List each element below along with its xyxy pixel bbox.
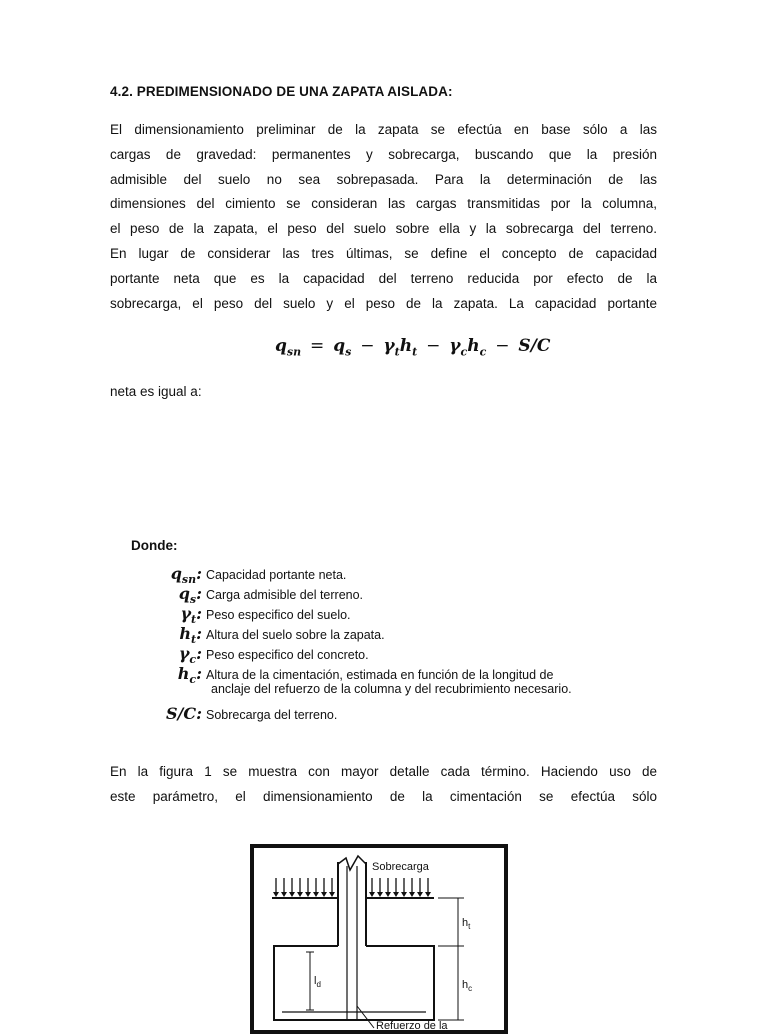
donde-title: Donde: — [131, 538, 178, 553]
label-hc: $h_c$ — [462, 979, 473, 993]
label-ld: $l_d$ — [314, 975, 321, 989]
formula-term: $q_s$ — [333, 336, 352, 359]
label-sobrecarga: Sobrecarga — [372, 861, 429, 873]
definition-item: S/C: Sobrecarga del terreno. — [165, 704, 338, 723]
paragraph-line: sobrecarga, el peso del suelo y el peso de la zapata. La capacidad portante — [110, 295, 657, 311]
minus-sign: − — [495, 336, 510, 356]
paragraph-intro — [110, 118, 657, 316]
minus-sign: − — [360, 336, 375, 356]
paragraph-line: En lugar de considerar las tres últimas, se define el concepto de capacidad — [110, 245, 657, 261]
definition-item: $q_{sn}$: Capacidad portante neta. — [170, 564, 347, 587]
neta-text: neta es igual a: — [110, 384, 202, 399]
definition-item: $q_s$: Carga admisible del terreno. — [178, 584, 364, 607]
formula-term: $\gamma_ch_c$ — [449, 336, 487, 359]
paragraph-line: En la figura 1 se muestra con mayor detalle cada término. Haciendo uso de — [110, 764, 657, 779]
label-ht: $h_t$ — [462, 917, 471, 931]
load-arrows-right — [372, 878, 428, 894]
definition-item: $\gamma_c$: Peso especifico del concreto. — [178, 644, 369, 667]
paragraph-line: dimensiones del cimiento se consideran las cargas transmitidas por la columna, — [110, 196, 657, 212]
paragraph-line: admisible del suelo no sea sobrepasada. Para la determinación de las — [110, 171, 657, 187]
formula-term: S/C — [518, 336, 551, 356]
footing-outline — [274, 946, 434, 1020]
reinforcement-leader — [357, 1006, 374, 1028]
formula-term: $\gamma_th_t$ — [383, 336, 418, 359]
formula-lhs: $q_{sn}$ — [275, 336, 302, 359]
load-arrows-left — [276, 878, 332, 894]
paragraph-line: El dimensionamiento preliminar de la zapata se efectúa en base sólo a las — [110, 122, 657, 137]
definition-item: $h_c$: Altura de la cimentación, estimada en función de la longitud de anclaje del refuerzo de la columna y del recubrimiento necesario. — [177, 664, 572, 696]
paragraph-line: este parámetro, el dimensionamiento de la cimentación se efectúa sólo — [110, 788, 657, 804]
net-capacity-formula — [275, 336, 550, 358]
footing-figure — [250, 844, 508, 1034]
paragraph-figure-ref — [110, 760, 657, 810]
paragraph-line: cargas de gravedad: permanentes y sobrecarga, buscando que la presión — [110, 146, 657, 162]
arrow-heads-right — [369, 892, 431, 897]
section-heading: 4.2. PREDIMENSIONADO DE UNA ZAPATA AISLADA: — [110, 84, 453, 99]
equals-sign: = — [310, 336, 325, 356]
definition-item: $\gamma_t$: Peso especifico del suelo. — [180, 604, 351, 627]
label-refuerzo: Refuerzo de la — [376, 1020, 448, 1030]
minus-sign: − — [426, 336, 441, 356]
arrow-heads-left — [273, 892, 335, 897]
column-break-mark — [338, 856, 366, 870]
paragraph-line: portante neta que es la capacidad del terreno reducida por efecto de la — [110, 270, 657, 286]
paragraph-line: el peso de la zapata, el peso del suelo sobre ella y la sobrecarga del terreno. — [110, 221, 657, 237]
footing-diagram — [254, 848, 504, 1030]
definition-item: $h_t$: Altura del suelo sobre la zapata. — [179, 624, 385, 647]
